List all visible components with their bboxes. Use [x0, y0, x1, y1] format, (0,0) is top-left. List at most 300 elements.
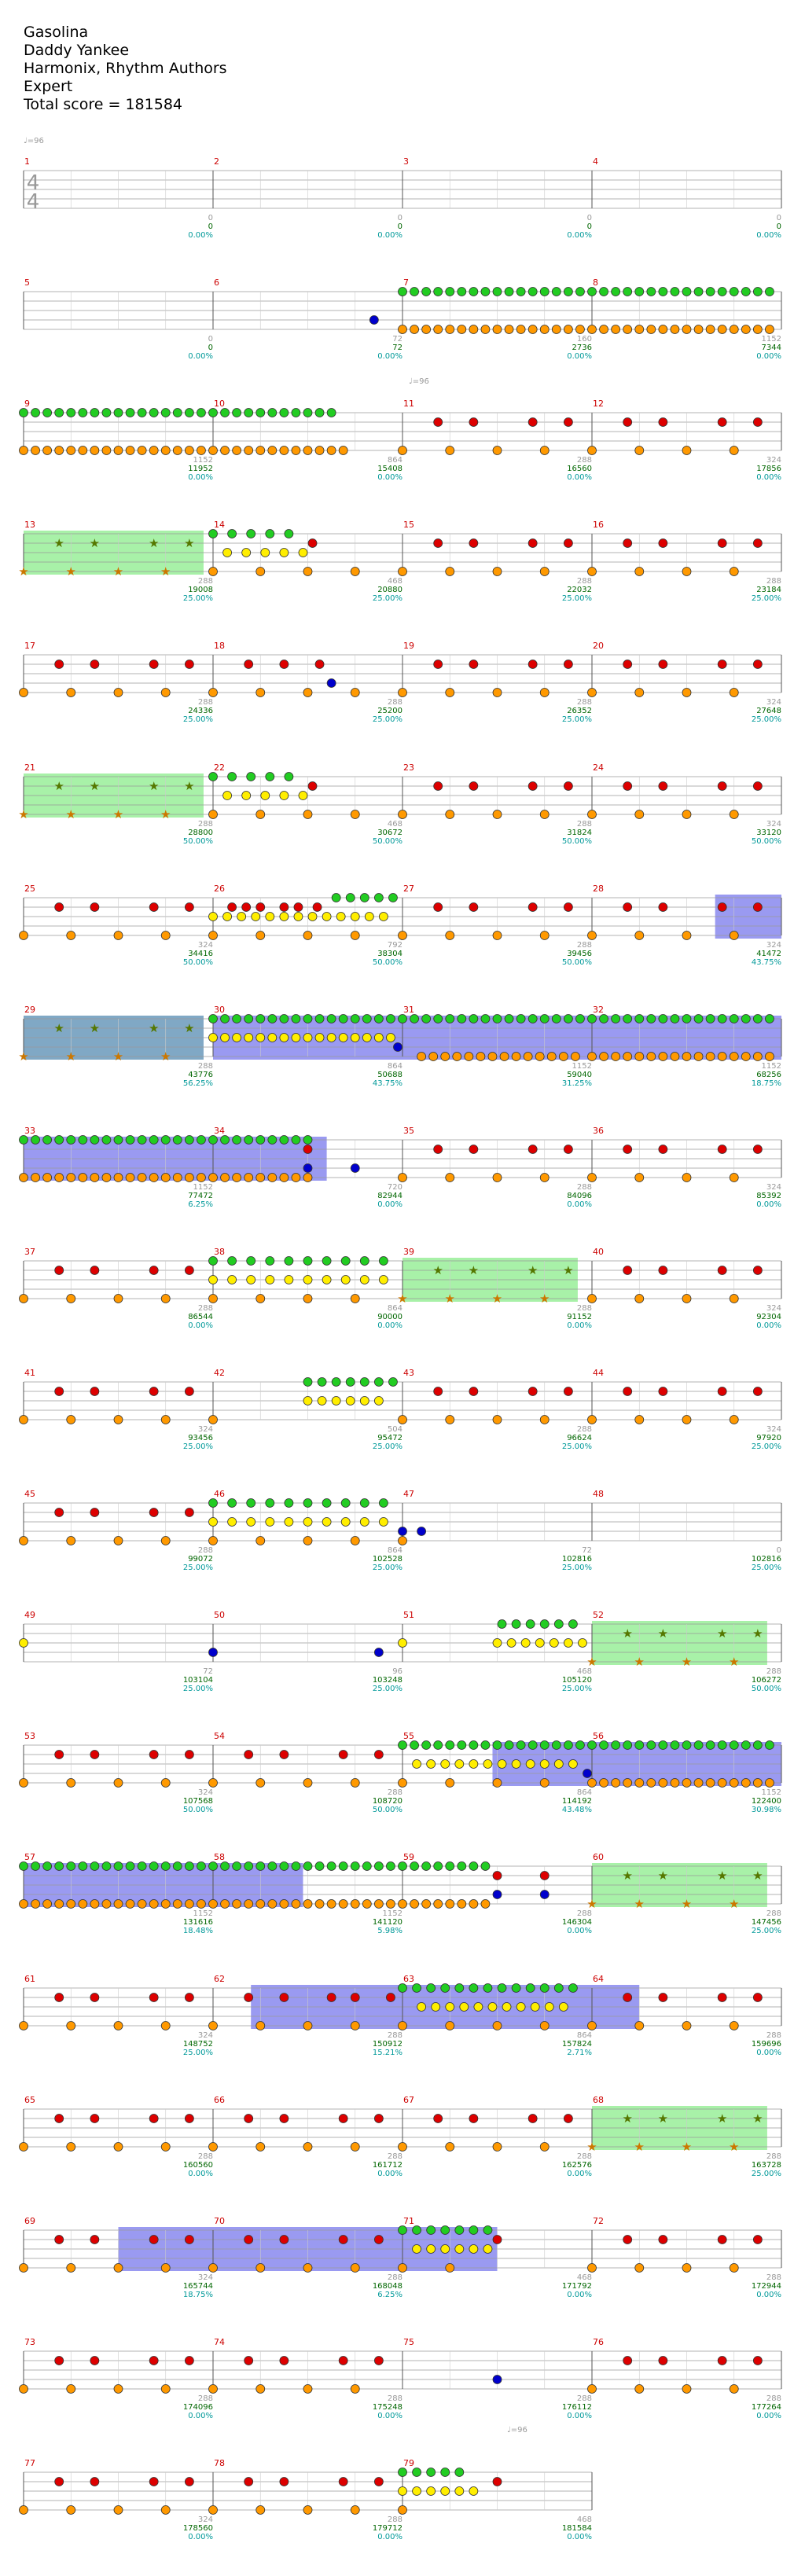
orange-note	[446, 1900, 454, 1909]
green-note	[374, 1862, 383, 1871]
yellow-note	[360, 1518, 369, 1527]
beat-count: 324	[197, 2273, 213, 2282]
orange-note	[67, 932, 75, 940]
tempo-mark: ♩=96	[24, 137, 44, 145]
green-note	[149, 409, 158, 417]
green-note	[149, 1862, 158, 1871]
measure-score: 97920	[756, 1434, 781, 1442]
orange-note	[209, 689, 218, 697]
measure-number: 70	[214, 2216, 225, 2226]
red-note	[469, 539, 478, 548]
red-note	[90, 1387, 99, 1396]
measure-number: 74	[214, 2337, 225, 2347]
orange-note	[351, 2143, 359, 2152]
yellow-note	[441, 2487, 450, 2496]
red-note	[528, 903, 537, 912]
orange-note	[446, 2143, 454, 2152]
green-note	[268, 1862, 277, 1871]
beat-count: 468	[576, 1667, 592, 1676]
green-note	[90, 1862, 99, 1871]
yellow-note	[374, 1397, 383, 1406]
yellow-note	[483, 2245, 492, 2254]
orange-note	[730, 568, 738, 576]
orange-note	[244, 1174, 253, 1182]
beat-count: 288	[576, 1909, 592, 1918]
green-note	[386, 1015, 395, 1023]
green-note	[446, 288, 454, 296]
red-note	[280, 2478, 289, 2486]
orange-note	[386, 1900, 395, 1909]
orange-note	[221, 446, 230, 455]
orange-note	[90, 1174, 99, 1182]
red-note	[280, 1751, 289, 1759]
red-note	[55, 2357, 64, 2365]
orange-note	[55, 1174, 64, 1182]
orange-note	[67, 1900, 75, 1909]
measure-number: 78	[214, 2458, 225, 2468]
orange-note	[540, 325, 549, 334]
yellow-note	[432, 2003, 440, 2012]
orange-note	[671, 1053, 679, 1061]
measure-number: 54	[214, 1731, 225, 1741]
measure-percent: 0.00%	[567, 2291, 592, 2299]
red-note	[753, 1266, 762, 1275]
red-note	[374, 2115, 383, 2123]
green-note	[706, 288, 715, 296]
measure-number: 26	[214, 884, 225, 894]
beat-count: 288	[576, 820, 592, 829]
beat-count: 324	[766, 1425, 781, 1434]
orange-note	[79, 1900, 87, 1909]
orange-note	[114, 1416, 123, 1424]
measure-score: 0	[776, 222, 781, 231]
orange-note	[446, 2264, 454, 2273]
measure-percent: 50.00%	[561, 958, 592, 967]
green-note	[161, 409, 170, 417]
measure-percent: 25.00%	[751, 2170, 781, 2178]
green-note	[318, 1378, 326, 1387]
yellow-note	[441, 1760, 450, 1769]
measure-number: 64	[593, 1974, 604, 1984]
orange-note	[149, 1900, 158, 1909]
beat-count: 288	[197, 2394, 213, 2403]
measure-percent: 2.71%	[567, 2049, 592, 2057]
orange-note	[256, 932, 265, 940]
green-note	[114, 409, 123, 417]
green-note	[600, 288, 608, 296]
beat-count: 288	[766, 2152, 781, 2161]
green-note	[413, 1984, 421, 1993]
orange-note	[149, 1174, 158, 1182]
yellow-note	[493, 1639, 502, 1648]
orange-note	[446, 446, 454, 455]
orange-note	[588, 1779, 597, 1788]
orange-note	[540, 568, 549, 576]
green-note	[498, 1620, 506, 1629]
red-note	[528, 660, 537, 669]
measure-percent: 25.00%	[751, 594, 781, 603]
green-note	[635, 288, 644, 296]
orange-note	[256, 2022, 265, 2030]
red-note	[623, 539, 632, 548]
orange-note	[417, 1053, 426, 1061]
red-note	[434, 2115, 443, 2123]
orange-note	[453, 1053, 461, 1061]
orange-note	[559, 1053, 568, 1061]
orange-star-note: ★	[397, 1292, 408, 1306]
measure-score: 16560	[567, 465, 592, 473]
yellow-note	[455, 1760, 464, 1769]
green-note	[31, 1862, 40, 1871]
green-note	[446, 1862, 454, 1871]
orange-note	[31, 446, 40, 455]
green-note	[526, 1620, 535, 1629]
red-note	[149, 1994, 158, 2002]
orange-note	[730, 446, 738, 455]
orange-note	[671, 1779, 679, 1788]
green-note	[360, 1499, 369, 1508]
green-note	[233, 409, 241, 417]
green-note	[623, 288, 632, 296]
green-note	[20, 409, 28, 417]
measure-score: 41472	[756, 950, 781, 958]
red-note	[753, 2357, 762, 2365]
orange-note	[67, 2385, 75, 2394]
green-note	[753, 288, 762, 296]
orange-note	[588, 2264, 597, 2273]
green-note	[505, 1741, 513, 1750]
measure-percent: 25.00%	[372, 1564, 402, 1572]
orange-note	[351, 810, 359, 819]
measure-score: 103104	[182, 1676, 213, 1685]
red-note	[659, 1145, 667, 1154]
yellow-note	[285, 1276, 293, 1284]
orange-note	[315, 446, 324, 455]
green-note	[441, 1984, 450, 1993]
yellow-note	[455, 2487, 464, 2496]
green-note	[266, 773, 274, 781]
red-note	[244, 1751, 253, 1759]
green-note	[564, 1741, 572, 1750]
red-star-note: ★	[622, 1869, 633, 1883]
measure-number: 59	[403, 1852, 414, 1862]
measure-score: 34416	[188, 950, 213, 958]
green-note	[102, 1862, 111, 1871]
orange-note	[481, 1900, 490, 1909]
green-note	[552, 1741, 561, 1750]
yellow-note	[209, 1034, 218, 1042]
green-note	[346, 1378, 355, 1387]
orange-note	[718, 1779, 726, 1788]
beat-count: 288	[766, 577, 781, 586]
red-note	[149, 2478, 158, 2486]
red-note	[493, 2478, 502, 2486]
measure-percent: 18.75%	[182, 2291, 213, 2299]
measure-number: 23	[403, 763, 414, 773]
orange-note	[351, 932, 359, 940]
measure-percent: 25.00%	[561, 715, 592, 724]
green-note	[233, 1015, 241, 1023]
red-star-note: ★	[716, 1869, 728, 1883]
red-note	[149, 1387, 158, 1396]
blue-note	[493, 1891, 502, 1899]
orange-note	[209, 1779, 218, 1788]
orange-note	[741, 1779, 750, 1788]
beat-count: 0	[776, 1546, 781, 1555]
orange-note	[351, 2264, 359, 2273]
yellow-note	[469, 1760, 478, 1769]
measure-score: 72	[392, 344, 402, 352]
orange-note	[399, 2022, 407, 2030]
green-note	[388, 1378, 397, 1387]
orange-note	[256, 810, 265, 819]
beat-count: 288	[197, 820, 213, 829]
yellow-note	[209, 913, 218, 921]
green-note	[469, 2226, 478, 2235]
green-note	[528, 1741, 537, 1750]
green-note	[682, 1741, 691, 1750]
green-note	[568, 1984, 577, 1993]
orange-note	[623, 1779, 632, 1788]
yellow-note	[507, 1639, 516, 1648]
measure-percent: 25.00%	[561, 594, 592, 603]
orange-note	[67, 2022, 75, 2030]
green-note	[483, 1984, 492, 1993]
orange-note	[682, 689, 691, 697]
red-note	[55, 2115, 64, 2123]
beat-count: 288	[387, 2152, 402, 2161]
measure-number: 36	[593, 1126, 604, 1136]
green-note	[671, 1015, 679, 1023]
orange-note	[659, 325, 667, 334]
orange-note	[647, 1053, 656, 1061]
measure-number: 1	[24, 156, 30, 167]
measure-number: 6	[214, 277, 219, 288]
blue-note	[303, 1164, 312, 1173]
orange-note	[20, 446, 28, 455]
orange-note	[429, 1053, 438, 1061]
yellow-note	[336, 913, 345, 921]
red-note	[434, 1387, 443, 1396]
orange-note	[493, 810, 502, 819]
beat-count: 1152	[193, 1183, 213, 1192]
green-note	[741, 1741, 750, 1750]
green-note	[266, 1499, 274, 1508]
beat-count: 864	[387, 456, 402, 465]
green-note	[588, 288, 597, 296]
measure-number: 76	[593, 2337, 604, 2347]
orange-note	[718, 325, 726, 334]
measure-number: 25	[24, 884, 35, 894]
red-note	[718, 418, 726, 427]
green-note	[221, 409, 230, 417]
beat-count: 324	[766, 941, 781, 950]
orange-note	[256, 568, 265, 576]
green-note	[90, 409, 99, 417]
green-note	[185, 409, 193, 417]
measure-number: 51	[403, 1610, 414, 1620]
yellow-note	[268, 1034, 277, 1042]
measure-percent: 18.75%	[751, 1079, 781, 1088]
green-note	[256, 409, 265, 417]
red-note	[294, 903, 303, 912]
red-note	[753, 903, 762, 912]
orange-note	[209, 932, 218, 940]
green-note	[233, 1136, 241, 1145]
measure-number: 4	[593, 156, 598, 167]
green-note	[399, 2468, 407, 2477]
yellow-note	[322, 1276, 331, 1284]
green-note	[753, 1741, 762, 1750]
beat-count: 324	[766, 1304, 781, 1313]
orange-note	[469, 325, 478, 334]
measure-percent: 50.00%	[182, 958, 213, 967]
orange-note	[730, 932, 738, 940]
red-note	[718, 782, 726, 791]
green-note	[55, 1862, 64, 1871]
measure-score: 160560	[182, 2161, 213, 2170]
red-note	[434, 539, 443, 548]
measure-percent: 0.00%	[377, 352, 402, 361]
orange-note	[635, 1416, 644, 1424]
measure-score: 174096	[182, 2403, 213, 2412]
green-note	[268, 1015, 277, 1023]
orange-note	[303, 568, 312, 576]
yellow-note	[545, 2003, 553, 2012]
red-note	[149, 903, 158, 912]
green-note	[512, 1620, 520, 1629]
green-note	[410, 1015, 419, 1023]
measure-percent: 25.00%	[182, 715, 213, 724]
orange-note	[161, 2506, 170, 2515]
green-note	[244, 1136, 253, 1145]
green-note	[20, 1862, 28, 1871]
orange-note	[588, 810, 597, 819]
red-star-note: ★	[468, 1263, 480, 1277]
orange-note	[327, 1900, 336, 1909]
measure-number: 17	[24, 641, 35, 651]
beat-count: 288	[197, 698, 213, 707]
orange-note	[588, 1053, 597, 1061]
measure-number: 10	[214, 399, 225, 409]
yellow-note	[315, 1034, 324, 1042]
beat-count: 324	[197, 2515, 213, 2524]
red-note	[55, 1508, 64, 1517]
yellow-note	[223, 792, 232, 800]
beat-count: 0	[397, 214, 402, 222]
measure-percent: 25.00%	[182, 594, 213, 603]
red-note	[55, 1994, 64, 2002]
yellow-note	[322, 913, 331, 921]
measure-score: 91152	[567, 1313, 592, 1321]
orange-note	[528, 325, 537, 334]
yellow-note	[351, 913, 359, 921]
yellow-note	[568, 1760, 577, 1769]
red-note	[659, 2357, 667, 2365]
beat-count: 0	[776, 214, 781, 222]
yellow-note	[535, 1639, 544, 1648]
green-note	[161, 1862, 170, 1871]
green-note	[374, 1378, 383, 1387]
green-note	[360, 1378, 369, 1387]
red-note	[564, 1387, 572, 1396]
red-note	[540, 1872, 549, 1880]
green-note	[341, 1257, 350, 1266]
green-note	[285, 530, 293, 538]
measure-score: 50688	[377, 1071, 402, 1079]
green-note	[741, 1015, 750, 1023]
orange-note	[114, 689, 123, 697]
green-note	[221, 1136, 230, 1145]
red-note	[149, 1508, 158, 1517]
red-note	[528, 2115, 537, 2123]
orange-note	[635, 1174, 644, 1182]
green-note	[635, 1015, 644, 1023]
orange-note	[399, 325, 407, 334]
red-note	[185, 903, 193, 912]
orange-note	[540, 810, 549, 819]
blue-note	[493, 2376, 502, 2384]
red-note	[280, 903, 289, 912]
blue-note	[417, 1527, 426, 1536]
green-note	[765, 288, 774, 296]
green-note	[410, 1741, 419, 1750]
orange-note	[256, 1295, 265, 1303]
yellow-note	[261, 792, 270, 800]
green-note	[315, 1862, 324, 1871]
green-note	[552, 1015, 561, 1023]
measure-score: 38304	[377, 950, 402, 958]
beat-count: 288	[576, 1183, 592, 1192]
beat-count: 288	[197, 2152, 213, 2161]
green-note	[554, 1984, 563, 1993]
measure-score: 85392	[756, 1192, 781, 1200]
orange-note	[730, 1295, 738, 1303]
beat-count: 1152	[382, 1909, 402, 1918]
orange-note	[256, 446, 265, 455]
measure-number: 20	[593, 641, 604, 651]
green-note	[516, 1741, 525, 1750]
measure-score: 95472	[377, 1434, 402, 1442]
orange-note	[114, 2264, 123, 2273]
measure-number: 13	[24, 520, 35, 530]
green-note	[221, 1015, 230, 1023]
orange-note	[256, 2385, 265, 2394]
green-note	[493, 288, 502, 296]
red-note	[623, 660, 632, 669]
measure-percent: 0.00%	[567, 2533, 592, 2541]
measure-score: 43776	[188, 1071, 213, 1079]
orange-note	[20, 1537, 28, 1545]
green-note	[351, 1015, 359, 1023]
yellow-note	[303, 1518, 312, 1527]
red-note	[185, 2236, 193, 2244]
orange-note	[682, 1174, 691, 1182]
green-note	[422, 288, 431, 296]
measure-score: 0	[586, 222, 592, 231]
orange-note	[303, 2022, 312, 2030]
green-note	[379, 1499, 388, 1508]
beat-count: 288	[766, 2031, 781, 2040]
orange-note	[126, 446, 134, 455]
green-note	[399, 1862, 407, 1871]
orange-note	[682, 1295, 691, 1303]
orange-star-note: ★	[634, 2140, 645, 2154]
yellow-note	[521, 1639, 530, 1648]
orange-note	[303, 2264, 312, 2273]
measure-percent: 18.48%	[182, 1927, 213, 1935]
measure-score: 92304	[756, 1313, 781, 1321]
